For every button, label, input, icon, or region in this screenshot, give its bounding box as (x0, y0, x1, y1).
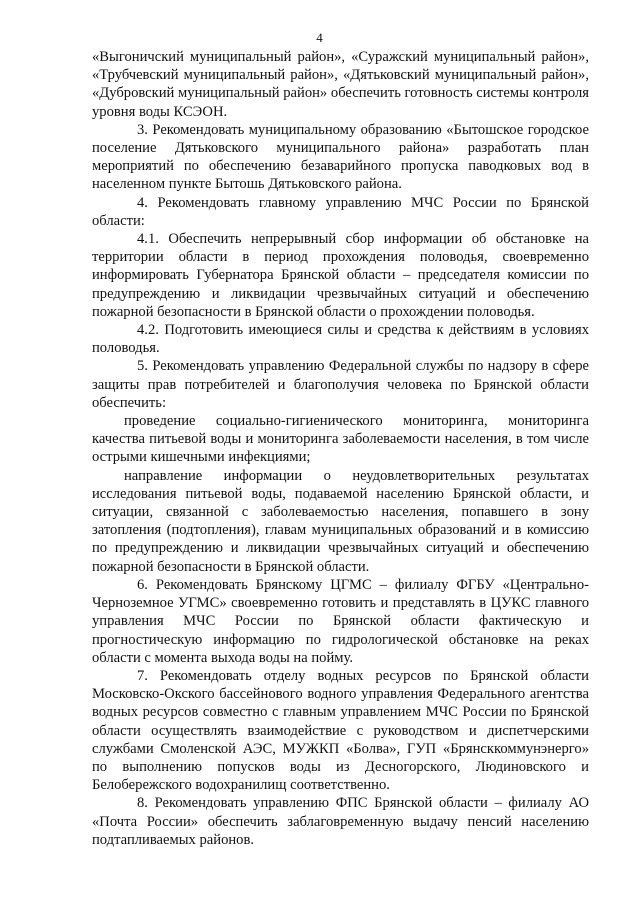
paragraph-item-5: 5. Рекомендовать управлению Федеральной службы по надзору в сфере защиты прав потребителей и благополучия человека по Брянской области обеспечить: (92, 358, 589, 411)
page-number: 4 (316, 30, 323, 45)
paragraph-item-5-monitoring: проведение социально-гигиенического мониторинга, мониторинга качества питьевой воды и мониторинга заболеваемости населения, в том числе острыми кишечными инфекциями; (92, 413, 589, 466)
paragraph-item-6: 6. Рекомендовать Брянскому ЦГМС – филиалу ФГБУ «Центрально-Черноземное УГМС» своевременно готовить и представлять в ЦУКС главного управления МЧС России по Брянской области фактическую и прогностическую информацию по гидрологической обстановке на реках области с момента выхода воды на пойму. (92, 576, 589, 666)
paragraph-item-4-1: 4.1. Обеспечить непрерывный сбор информации об обстановке на территории области в период прохождения половодья, своевременно информировать Губернатора Брянской области – председателя комиссии по предупреждению и ликвидации чрезвычайных ситуаций и обеспечению пожарной безопасности в Брянской области о прохождении половодья. (92, 231, 589, 320)
paragraph-item-8: 8. Рекомендовать управлению ФПС Брянской области – филиалу АО «Почта России» обеспечить заблаговременную выдачу пенсий населению подтапливаемых районов. (92, 795, 589, 848)
paragraph-item-4: 4. Рекомендовать главному управлению МЧС России по Брянской области: (92, 194, 589, 229)
paragraph-item-7: 7. Рекомендовать отделу водных ресурсов по Брянской области Московско-Окского бассейнового водного управления Федерального агентства водных ресурсов совместно с главным управлением МЧС России по Брянской области осуществлять взаимодействие с руководством и диспетчерскими службами Смоленской АЭС, МУЖКП «Болва», ГУП «Брянсккоммунэнерго» по выполнению попусков воды из Десногорского, Людиновского и Белобережского водохранилищ соответственно. (92, 667, 589, 794)
paragraph-item-3: 3. Рекомендовать муниципальному образованию «Бытошское городское поселение Дятьковского муниципального района» разработать план мероприятий по обеспечению безаварийного пропуска паводковых вод в населенном пункте Бытошь Дятьковского района. (92, 121, 589, 193)
paragraph-item-4-2: 4.2. Подготовить имеющиеся силы и средства к действиям в условиях половодья. (92, 322, 589, 357)
paragraph-districts-kseon: «Выгоничский муниципальный район», «Суражский муниципальный район», «Трубчевский муниципальный район», «Дятьковский муниципальный район», «Дубровский муниципальный район» обеспечить готовность системы контроля уровня воды КСЭОН. (92, 49, 589, 120)
document-body (92, 48, 589, 849)
paragraph-item-5-information: направление информации о неудовлетворительных результатах исследования питьевой воды, подаваемой населению Брянской области, и ситуации, связанной с заболеваемостью населения, попавшего в зону затопления (подтопления), главам муниципальных образований и в комиссию по предупреждению и ликвидации чрезвычайных ситуаций и обеспечению пожарной безопасности в Брянской области. (92, 467, 589, 575)
